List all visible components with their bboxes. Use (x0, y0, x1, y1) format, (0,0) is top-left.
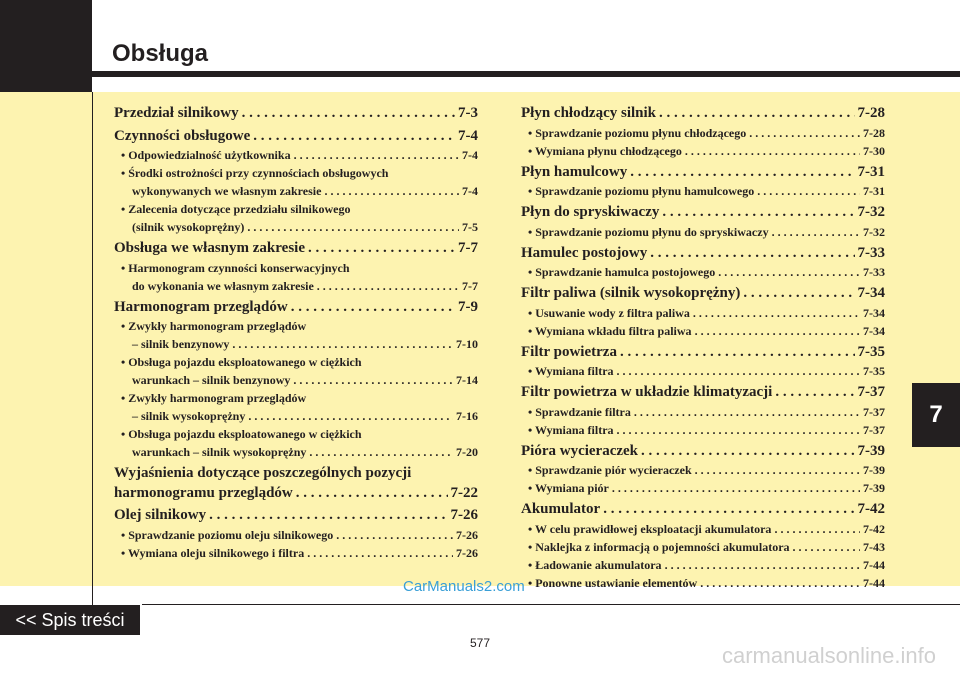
site-logo: carmanualsonline.info (721, 643, 936, 668)
dot-leader (617, 362, 860, 380)
entry-title: • Usuwanie wody z filtra paliwa (528, 305, 690, 320)
table-of-contents-button[interactable]: << Spis treści (0, 605, 140, 635)
entry-title: • Naklejka z informacją o pojemności akumulatora (528, 539, 790, 554)
entry-title: • Wymiana piór (528, 481, 609, 495)
entry-page-number: 7-34 (863, 323, 885, 338)
toc-section-entry[interactable] (521, 442, 885, 462)
entry-page-number: 7-34 (857, 285, 885, 301)
entry-page-number: 7-26 (456, 545, 478, 560)
entry-page-number: 7-37 (857, 384, 885, 400)
toc-section-entry[interactable] (521, 203, 885, 223)
toc-right-column (521, 104, 885, 592)
dot-leader (641, 442, 854, 462)
dot-leader (309, 443, 453, 461)
toc-section-entry[interactable] (114, 464, 478, 503)
toc-subsection-entry[interactable] (521, 538, 885, 556)
dot-leader (248, 407, 453, 425)
entry-title: • Sprawdzanie filtra (528, 404, 631, 419)
entry-line (528, 182, 885, 200)
entry-title-line: • Obsługa pojazdu eksploatowanego w ciężkich (121, 355, 362, 369)
entry-page-number: 7-35 (863, 364, 885, 378)
entry-title-line: • Zalecenia dotyczące przedziału silnikowego (121, 202, 351, 216)
dot-leader (324, 182, 459, 200)
entry-line (121, 182, 478, 200)
entry-title: harmonogramu przeglądów (114, 484, 293, 501)
entry-title: do wykonania we własnym zakresie (132, 278, 314, 293)
toc-subsection-entry[interactable] (114, 317, 478, 353)
toc-subsection-entry[interactable] (521, 223, 885, 241)
entry-page-number: 7-16 (456, 409, 478, 423)
entry-line (528, 461, 885, 479)
entry-title: • Sprawdzanie poziomu płynu chłodzącego (528, 125, 747, 140)
toc-section-entry[interactable] (521, 383, 885, 403)
entry-title: warunkach – silnik wysokoprężny (132, 445, 307, 459)
entry-title: (silnik wysokoprężny) (132, 220, 245, 234)
dot-leader (718, 263, 860, 281)
left-divider (92, 92, 93, 605)
entry-title: • Wymiana oleju silnikowego i filtra (121, 545, 305, 560)
entry-title-line: • Środki ostrożności przy czynnościach obsługowych (121, 166, 389, 180)
entry-title: • Sprawdzanie hamulca postojowego (528, 265, 716, 279)
dot-leader (693, 304, 860, 322)
dot-leader (294, 146, 459, 164)
entry-line (121, 146, 478, 164)
entry-page-number: 7-22 (450, 484, 478, 501)
toc-subsection-entry[interactable] (521, 304, 885, 322)
corner-block (0, 0, 92, 92)
entry-line (114, 104, 478, 124)
entry-page-number: 7-39 (857, 442, 885, 459)
toc-subsection-entry[interactable] (521, 556, 885, 574)
entry-title: • Wymiana płynu chłodzącego (528, 143, 682, 158)
entry-title: • Wymiana filtra (528, 422, 614, 437)
entry-line (528, 403, 885, 421)
dot-leader (242, 104, 455, 124)
entry-line (521, 343, 885, 363)
entry-title: Obsługa we własnym zakresie (114, 240, 305, 256)
entry-line (528, 304, 885, 322)
entry-page-number: 7-28 (857, 105, 885, 121)
dot-leader (659, 104, 854, 124)
dot-leader (774, 520, 860, 538)
entry-title: Płyn do spryskiwaczy (521, 204, 660, 220)
entry-page-number: 7-9 (458, 298, 478, 315)
dot-leader (296, 484, 448, 504)
toc-subsection-entry[interactable] (521, 421, 885, 439)
entry-page-number: 7-39 (863, 463, 885, 477)
toc-section-entry[interactable] (521, 104, 885, 124)
entry-line (521, 163, 885, 183)
toc-section-entry[interactable] (521, 284, 885, 304)
dot-leader (743, 284, 854, 304)
entry-page-number: 7-7 (462, 278, 478, 293)
page-title: Obsługa (112, 40, 209, 67)
entry-line (121, 443, 478, 461)
watermark: CarManuals2.com (403, 578, 525, 595)
entry-line (521, 383, 885, 403)
entry-title: Akumulator (521, 501, 601, 517)
entry-title: • Ponowne ustawianie elementów (528, 575, 698, 590)
toc-subsection-entry[interactable] (521, 322, 885, 340)
toc-section-entry[interactable] (114, 127, 478, 147)
entry-line (114, 127, 478, 147)
entry-line (528, 263, 885, 281)
entry-title: wykonywanych we własnym zakresie (132, 184, 322, 198)
dot-leader (336, 526, 453, 544)
entry-page-number: 7-26 (456, 527, 478, 542)
entry-page-number: 7-37 (863, 422, 885, 437)
toc-subsection-entry[interactable] (521, 520, 885, 538)
dot-leader (665, 556, 860, 574)
entry-title: • Sprawdzanie piór wycieraczek (528, 463, 692, 477)
entry-line (528, 520, 885, 538)
entry-page-number: 7-4 (462, 184, 478, 198)
entry-title: Hamulec postojowy (521, 244, 648, 261)
toc-subsection-entry[interactable] (521, 182, 885, 200)
entry-page-number: 7-32 (863, 224, 885, 239)
entry-line (121, 218, 478, 236)
toc-subsection-entry[interactable] (521, 142, 885, 160)
entry-title-line: • Harmonogram czynności konserwacyjnych (121, 260, 350, 275)
entry-page-number: 7-26 (450, 507, 478, 523)
dot-leader (612, 479, 860, 497)
dot-leader (293, 371, 453, 389)
entry-title: Czynności obsługowe (114, 127, 251, 144)
entry-title: – silnik wysokoprężny (132, 409, 246, 423)
entry-line (521, 104, 885, 124)
entry-line (121, 371, 478, 389)
entry-line (521, 203, 885, 223)
entry-page-number: 7-30 (863, 143, 885, 158)
toc-section-entry[interactable] (521, 244, 885, 264)
entry-line (528, 362, 885, 380)
entry-title-line: • Obsługa pojazdu eksploatowanego w ciężkich (121, 427, 362, 441)
entry-line (521, 244, 885, 264)
page-number: 577 (469, 636, 491, 650)
toc-subsection-entry[interactable] (114, 353, 478, 389)
toc-subsection-entry[interactable] (114, 259, 478, 295)
entry-page-number: 7-28 (863, 125, 885, 140)
toc-subsection-entry[interactable] (114, 425, 478, 461)
entry-line (528, 574, 885, 592)
entry-page-number: 7-4 (458, 127, 478, 144)
entry-title: Pióra wycieraczek (521, 442, 639, 459)
entry-title: • Odpowiedzialność użytkownika (121, 148, 291, 162)
entry-line (528, 223, 885, 241)
dot-leader (617, 421, 860, 439)
dot-leader (772, 223, 860, 241)
entry-title: warunkach – silnik benzynowy (132, 373, 291, 387)
entry-title: – silnik benzynowy (132, 337, 230, 351)
entry-line (114, 298, 478, 318)
entry-page-number: 7-14 (456, 373, 478, 387)
toc-section-entry[interactable] (521, 163, 885, 183)
dot-leader (247, 218, 459, 236)
toc-section-entry[interactable] (114, 104, 478, 124)
dot-leader (232, 335, 453, 353)
entry-title: • Sprawdzanie poziomu płynu hamulcowego (528, 184, 755, 198)
entry-line (528, 421, 885, 439)
toc-section-entry[interactable] (114, 239, 478, 259)
toc-subsection-entry[interactable] (114, 164, 478, 200)
toc-subsection-entry[interactable] (521, 461, 885, 479)
entry-title: Olej silnikowy (114, 507, 207, 523)
entry-page-number: 7-44 (863, 575, 885, 590)
entry-line (521, 442, 885, 462)
toc-subsection-entry[interactable] (521, 362, 885, 380)
entry-line (121, 335, 478, 353)
dot-leader (209, 506, 447, 526)
dot-leader (685, 142, 860, 160)
entry-page-number: 7-7 (458, 240, 478, 256)
dot-leader (700, 574, 860, 592)
toc-subsection-entry[interactable] (521, 403, 885, 421)
toc-subsection-entry[interactable] (114, 389, 478, 425)
entry-page-number: 7-44 (863, 557, 885, 572)
footer-rule (142, 604, 960, 605)
entry-page-number: 7-31 (857, 163, 885, 180)
entry-line (528, 479, 885, 497)
entry-title: Harmonogram przeglądów (114, 298, 288, 315)
entry-line (121, 526, 478, 544)
dot-leader (757, 182, 860, 200)
entry-title: • Ładowanie akumulatora (528, 557, 662, 572)
dot-leader (291, 298, 455, 318)
entry-title: • W celu prawidłowej eksploatacji akumulatora (528, 521, 772, 536)
entry-line (121, 407, 478, 425)
dot-leader (308, 239, 455, 259)
toc-section-entry[interactable] (521, 343, 885, 363)
entry-line (528, 538, 885, 556)
entry-line (521, 500, 885, 520)
dot-leader (634, 403, 860, 421)
dot-leader (620, 343, 855, 363)
toc-subsection-entry[interactable] (114, 526, 478, 544)
entry-title: Płyn chłodzący silnik (521, 105, 657, 121)
entry-line (114, 506, 478, 526)
toc-subsection-entry[interactable] (521, 574, 885, 592)
entry-title-line: • Zwykły harmonogram przeglądów (121, 391, 307, 405)
entry-line (528, 322, 885, 340)
entry-line (528, 556, 885, 574)
entry-title: • Wymiana wkładu filtra paliwa (528, 323, 692, 338)
entry-line (114, 239, 478, 259)
dot-leader (695, 322, 860, 340)
entry-page-number: 7-34 (863, 305, 885, 320)
entry-title-line: • Zwykły harmonogram przeglądów (121, 319, 307, 333)
entry-title: Płyn hamulcowy (521, 163, 628, 180)
dot-leader (749, 124, 860, 142)
entry-page-number: 7-35 (857, 343, 885, 360)
dot-leader (775, 383, 854, 403)
toc-subsection-entry[interactable] (114, 544, 478, 562)
entry-title: Filtr paliwa (silnik wysokoprężny) (521, 285, 741, 301)
toc-section-entry[interactable] (114, 506, 478, 526)
left-margin-strip (0, 92, 92, 586)
toc-subsection-entry[interactable] (521, 263, 885, 281)
entry-page-number: 7-4 (462, 148, 478, 162)
dot-leader (650, 244, 854, 264)
entry-page-number: 7-42 (863, 521, 885, 536)
dot-leader (695, 461, 860, 479)
toc-section-entry[interactable] (114, 298, 478, 318)
entry-line (528, 142, 885, 160)
entry-line (521, 284, 885, 304)
dot-leader (603, 500, 854, 520)
entry-page-number: 7-5 (462, 220, 478, 234)
entry-page-number: 7-37 (863, 404, 885, 419)
dot-leader (793, 538, 860, 556)
entry-line (114, 484, 478, 504)
entry-title: • Wymiana filtra (528, 364, 614, 378)
entry-page-number: 7-10 (456, 337, 478, 351)
entry-page-number: 7-20 (456, 445, 478, 459)
entry-page-number: 7-3 (458, 105, 478, 121)
entry-line (121, 544, 478, 562)
entry-page-number: 7-33 (863, 265, 885, 279)
toc-section-entry[interactable] (521, 500, 885, 520)
entry-page-number: 7-42 (857, 501, 885, 517)
dot-leader (630, 163, 854, 183)
entry-title: Przedział silnikowy (114, 105, 239, 121)
toc-subsection-entry[interactable] (521, 124, 885, 142)
entry-page-number: 7-39 (863, 481, 885, 495)
entry-title: Filtr powietrza (521, 343, 617, 360)
entry-page-number: 7-31 (863, 184, 885, 198)
dot-leader (317, 277, 459, 295)
toc-left-column (114, 104, 478, 562)
dot-leader (662, 203, 854, 223)
entry-page-number: 7-43 (863, 539, 885, 554)
entry-line (121, 277, 478, 295)
header-rule (92, 71, 960, 77)
entry-title: Filtr powietrza w układzie klimatyzacji (521, 384, 773, 400)
toc-subsection-entry[interactable] (114, 200, 478, 236)
entry-title: • Sprawdzanie poziomu płynu do spryskiwaczy (528, 224, 769, 239)
entry-line (528, 124, 885, 142)
entry-page-number: 7-32 (857, 204, 885, 220)
entry-title: • Sprawdzanie poziomu oleju silnikowego (121, 527, 334, 542)
dot-leader (307, 544, 453, 562)
dot-leader (253, 127, 455, 147)
chapter-tab[interactable]: 7 (912, 383, 960, 447)
toc-subsection-entry[interactable] (114, 146, 478, 164)
toc-subsection-entry[interactable] (521, 479, 885, 497)
entry-title-line: Wyjaśnienia dotyczące poszczególnych pozycji (114, 465, 412, 481)
entry-page-number: 7-33 (857, 244, 885, 261)
